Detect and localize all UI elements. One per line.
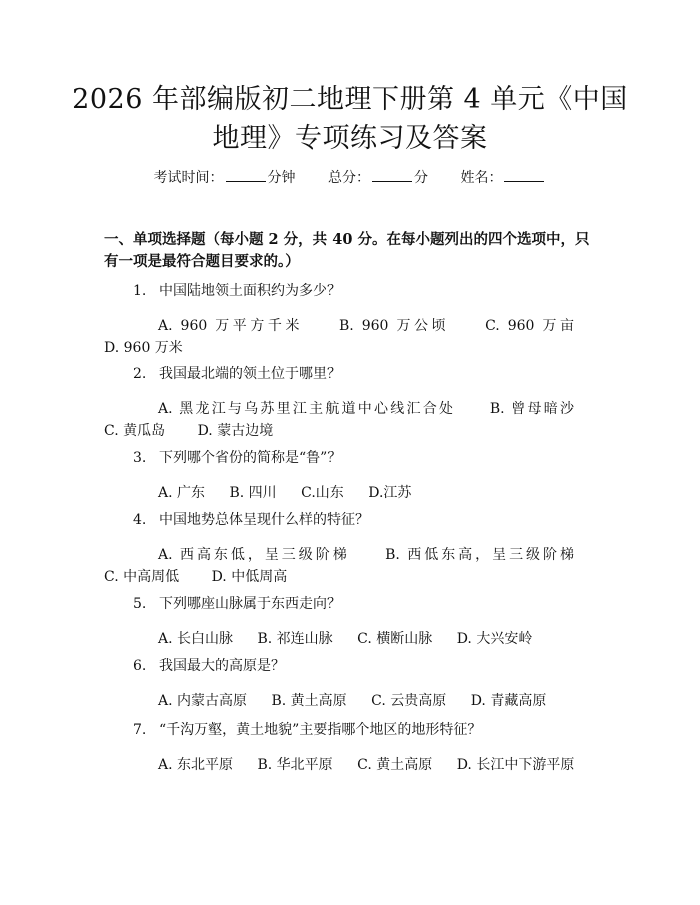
question-stem bbox=[133, 364, 341, 384]
option-a: A. 东北平原 bbox=[158, 757, 234, 773]
total-score-field bbox=[328, 170, 432, 186]
option-b: B. 曾母暗沙 bbox=[489, 401, 574, 417]
question-options bbox=[104, 398, 602, 442]
exam-time-label: 考试时间： bbox=[153, 170, 224, 186]
option-a: A. 广东 bbox=[158, 485, 206, 501]
option-c: C. 中高周低 bbox=[104, 569, 180, 585]
exam-time-unit: 分钟 bbox=[267, 170, 296, 186]
option-d: D. 960 万米 bbox=[104, 340, 183, 356]
question-text: 下列哪个省份的简称是“鲁”？ bbox=[159, 450, 342, 466]
section-heading: 一、单项选择题（每小题 2 分，共 40 分。在每小题列出的四个选项中，只有一项是最符合题目要求的。） bbox=[104, 231, 590, 270]
option-d: D.江苏 bbox=[368, 485, 412, 501]
option-a: A. 西高东低，呈三级阶梯 bbox=[158, 547, 350, 563]
option-d: D. 长江中下游平原 bbox=[456, 757, 575, 773]
option-a: A. 内蒙古高原 bbox=[158, 693, 248, 709]
student-name-field bbox=[460, 170, 546, 186]
question-options bbox=[104, 544, 602, 588]
option-c: C. 云贵高原 bbox=[371, 693, 447, 709]
question-stem bbox=[133, 281, 341, 301]
question-number: 2. bbox=[133, 366, 147, 382]
question-number: 1. bbox=[133, 283, 147, 299]
question-number: 7. bbox=[133, 722, 147, 738]
question-number: 6. bbox=[133, 658, 147, 674]
option-d: D. 中低周高 bbox=[211, 569, 288, 585]
option-b: B. 西低东高，呈三级阶梯 bbox=[385, 547, 574, 563]
option-c: C. 横断山脉 bbox=[357, 631, 433, 647]
total-score-unit: 分 bbox=[414, 170, 428, 186]
option-c: C. 960 万亩 bbox=[485, 318, 574, 334]
question-stem bbox=[133, 448, 341, 468]
question-text: 中国陆地领土面积约为多少？ bbox=[159, 283, 341, 299]
question-text: 中国地势总体呈现什么样的特征？ bbox=[159, 512, 369, 528]
option-c: C.山东 bbox=[301, 485, 344, 501]
question-stem bbox=[133, 594, 341, 614]
question-number: 4. bbox=[133, 512, 147, 528]
question-text: 下列哪座山脉属于东西走向？ bbox=[159, 596, 341, 612]
exam-info-row bbox=[0, 168, 700, 188]
total-score-blank bbox=[372, 169, 412, 182]
question-options bbox=[104, 754, 602, 776]
student-name-label: 姓名： bbox=[460, 170, 503, 186]
question-stem bbox=[133, 510, 369, 530]
option-b: B. 华北平原 bbox=[257, 757, 333, 773]
option-b: B. 黄土高原 bbox=[271, 693, 347, 709]
exam-time-blank bbox=[226, 169, 266, 182]
option-c: C. 黄瓜岛 bbox=[104, 423, 166, 439]
exam-time-field bbox=[154, 170, 300, 186]
option-a: A. 长白山脉 bbox=[158, 631, 234, 647]
question-options bbox=[104, 482, 602, 504]
document-title-line-1: 2026 年部编版初二地理下册第 4 单元《中国 bbox=[72, 84, 628, 115]
option-b: B. 960 万公顷 bbox=[339, 318, 450, 334]
student-name-blank bbox=[504, 169, 544, 182]
option-d: D. 蒙古边境 bbox=[197, 423, 274, 439]
question-number: 3. bbox=[133, 450, 147, 466]
document-title-line-2: 地理》专项练习及答案 bbox=[212, 123, 488, 154]
question-text: 我国最大的高原是？ bbox=[159, 658, 285, 674]
option-a: A. 960 万平方千米 bbox=[158, 318, 303, 334]
option-c: C. 黄土高原 bbox=[357, 757, 433, 773]
option-a: A. 黑龙江与乌苏里江主航道中心线汇合处 bbox=[158, 401, 456, 417]
question-stem bbox=[133, 656, 285, 676]
question-options bbox=[104, 628, 602, 650]
option-d: D. 大兴安岭 bbox=[456, 631, 533, 647]
question-options bbox=[104, 690, 602, 712]
option-d: D. 青藏高原 bbox=[470, 693, 547, 709]
question-options bbox=[104, 315, 602, 359]
question-text: 我国最北端的领土位于哪里？ bbox=[159, 366, 341, 382]
question-text: “千沟万壑，黄土地貌”主要指哪个地区的地形特征？ bbox=[159, 722, 482, 738]
option-b: B. 祁连山脉 bbox=[257, 631, 333, 647]
option-b: B. 四川 bbox=[229, 485, 277, 501]
total-score-label: 总分： bbox=[328, 170, 370, 186]
question-number: 5. bbox=[133, 596, 147, 612]
question-stem bbox=[133, 720, 481, 740]
